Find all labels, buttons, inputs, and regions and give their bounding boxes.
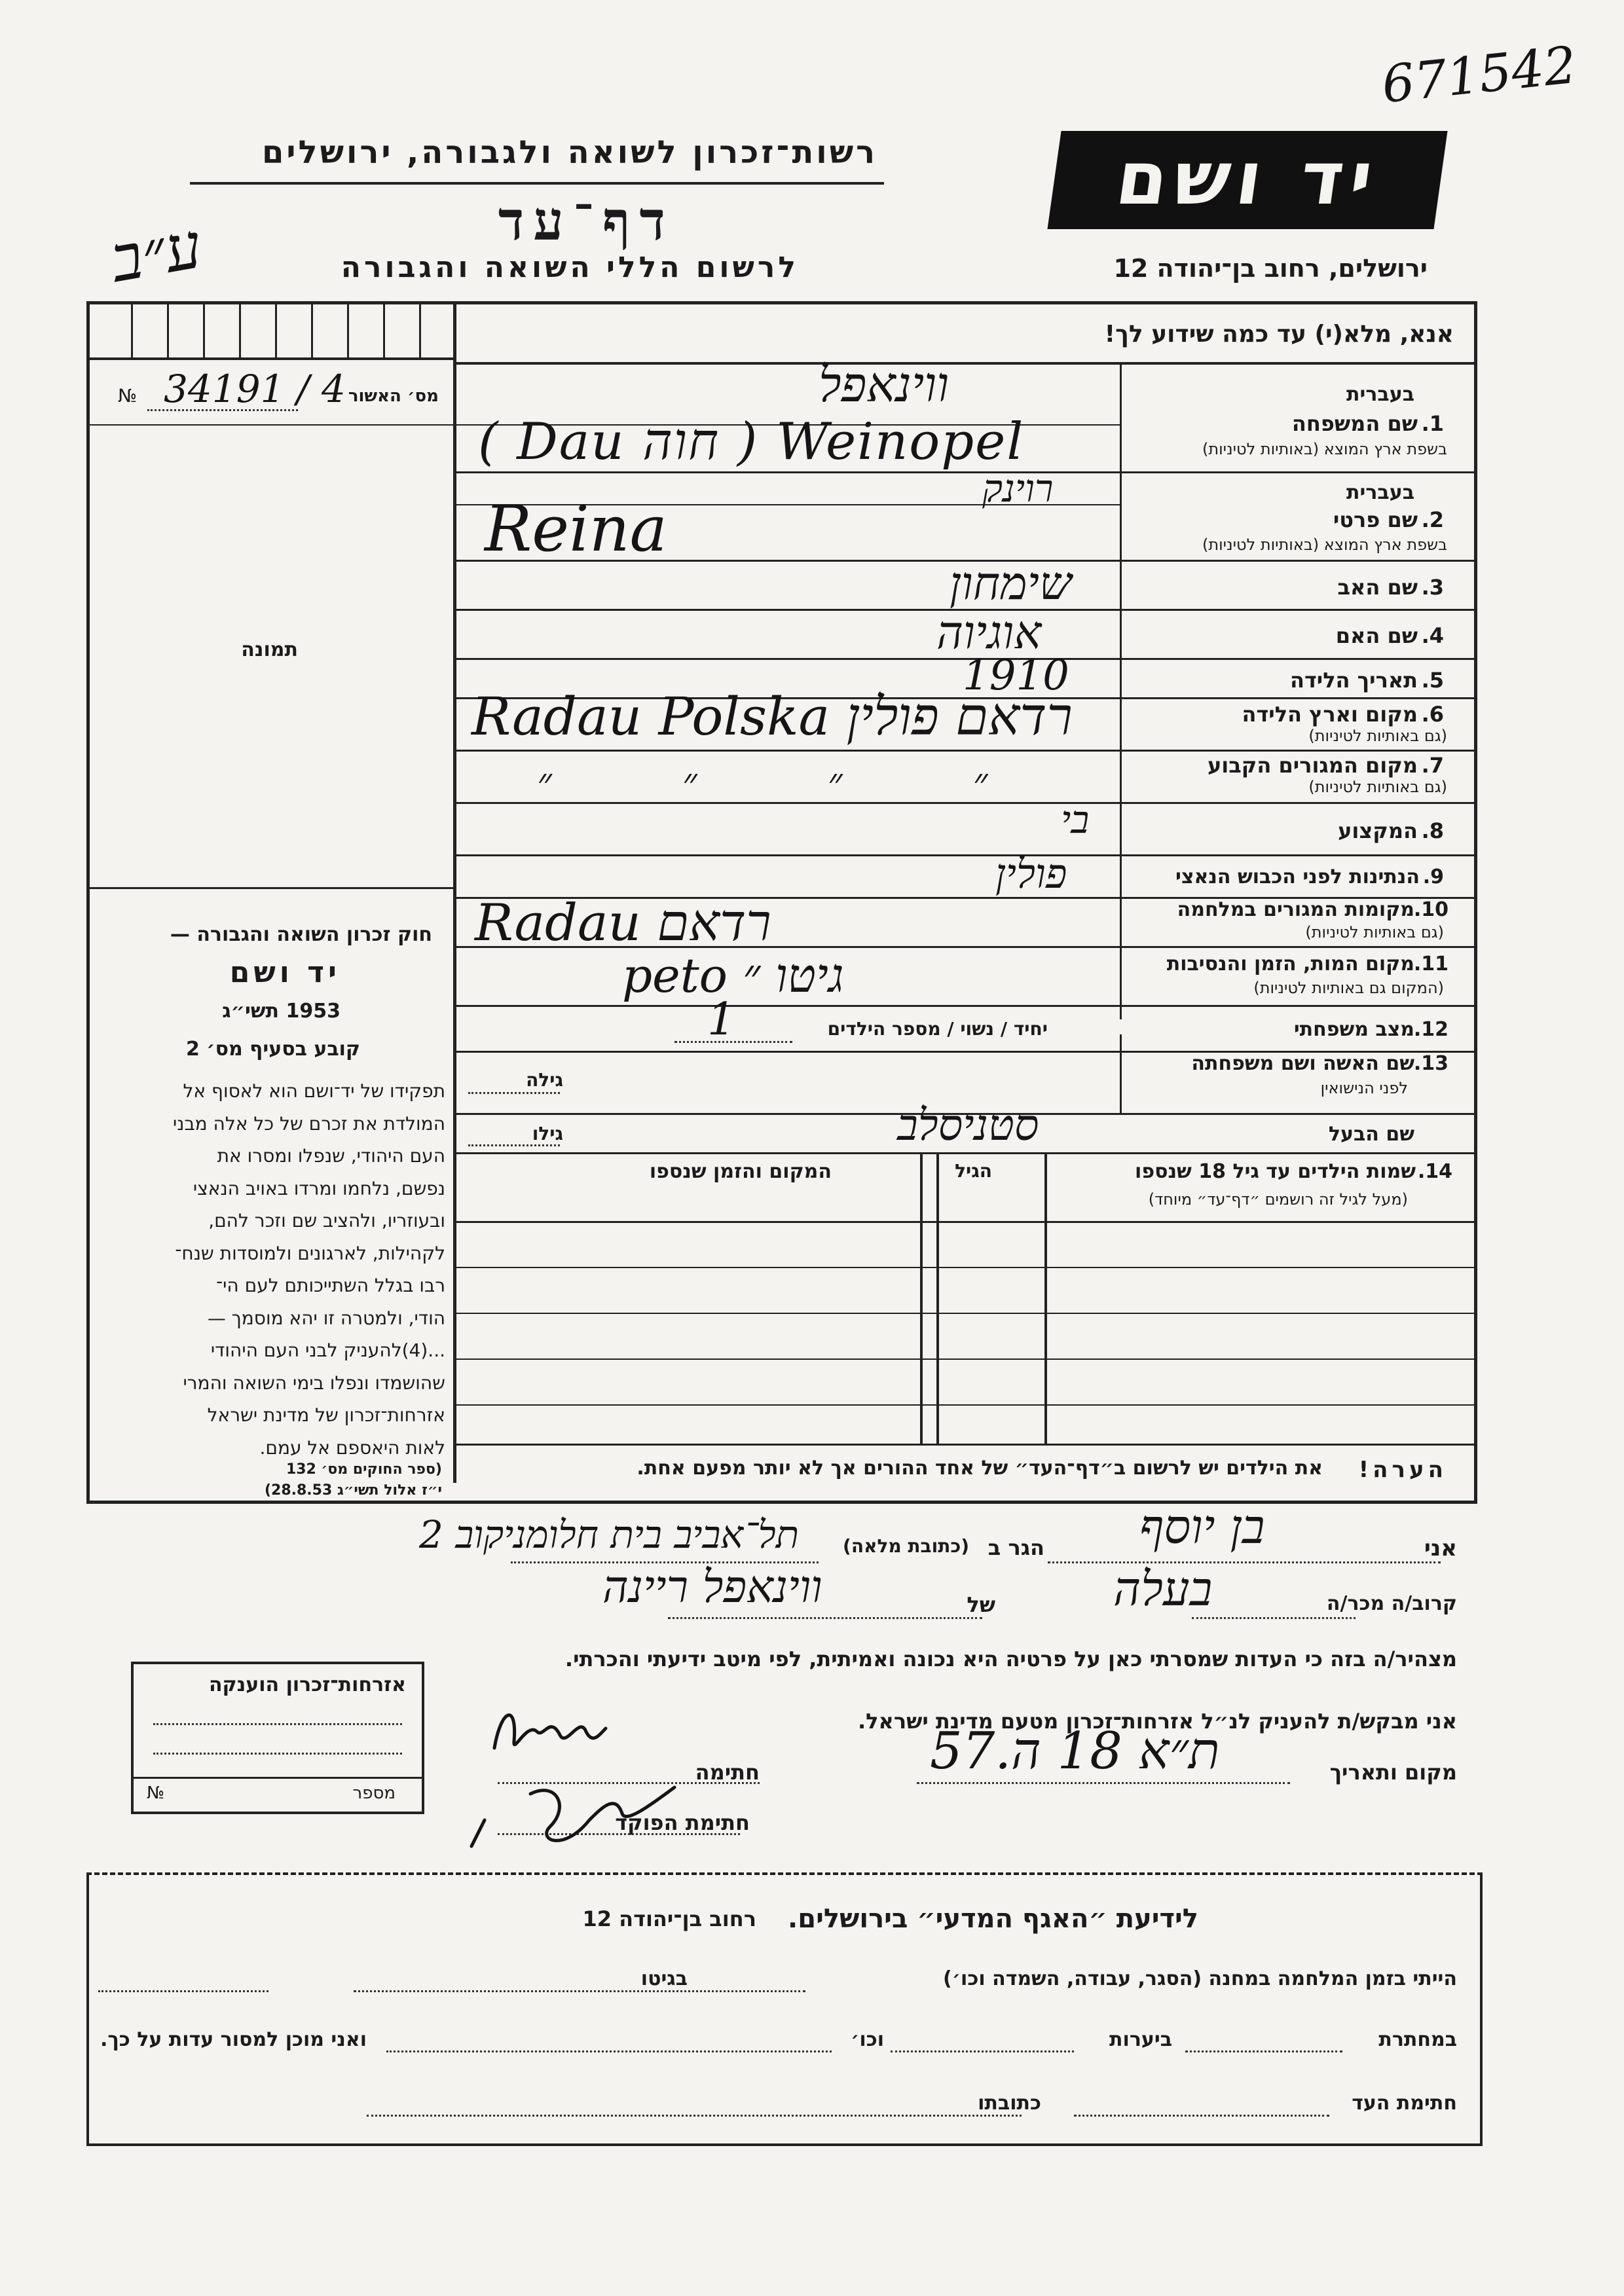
row-rule bbox=[456, 854, 1477, 856]
declaration-of-hand: ווינאפל ריינה bbox=[602, 1561, 822, 1613]
children-row-rule bbox=[456, 1267, 1477, 1268]
tick-2 bbox=[167, 301, 169, 357]
field-9-hand: פולין bbox=[995, 850, 1067, 898]
declaration-resides-label: הגר ב bbox=[987, 1535, 1044, 1560]
top-note-line bbox=[453, 362, 1477, 365]
tick-6 bbox=[311, 301, 313, 357]
official-signature-scrawl bbox=[458, 1768, 694, 1859]
footer-line2-dots-b bbox=[891, 2050, 1074, 2052]
law-title: חוק זכרון השואה והגבורה — bbox=[170, 923, 432, 946]
field-2-num: 2. bbox=[1421, 507, 1444, 532]
declaration-address-hand: תל־אביב בית חלומניקוב 2 bbox=[419, 1512, 799, 1557]
husband-label: שם הבעל bbox=[1328, 1123, 1414, 1146]
children-row-rule bbox=[456, 1404, 1477, 1406]
husband-hand: סטניסלב bbox=[897, 1100, 1039, 1150]
footer-line1-dots-2 bbox=[98, 1990, 268, 1992]
row-rule bbox=[456, 750, 1477, 752]
field-7-label: מקום המגורים הקבוע bbox=[1207, 753, 1418, 778]
tick-3 bbox=[203, 301, 205, 357]
law-line: ובעוזריו, ולהציב שם וזכר להם, bbox=[208, 1210, 445, 1231]
row-rule bbox=[456, 1152, 1477, 1154]
field-1-hebrew-tag: בעברית bbox=[1346, 383, 1414, 406]
children-age-header: הגיל bbox=[955, 1160, 992, 1182]
footer-box bbox=[86, 1872, 1483, 2146]
field-13-label: שם האשה ושם משפחתה bbox=[1191, 1052, 1414, 1075]
official-signature-label: חתימת הפוקד bbox=[615, 1810, 750, 1835]
footer-line2-b: ביערות bbox=[1109, 2028, 1172, 2051]
field-11-label: מקום המות, הזמן והנסיבות bbox=[1166, 953, 1414, 975]
law-line: ...(4)להעניק לבני העם היהודי bbox=[210, 1339, 445, 1361]
field-1-latin-hand: ( Dau חוה ) Weinopel bbox=[478, 412, 1025, 471]
field-7-num: 7. bbox=[1421, 753, 1444, 778]
footer-line3-dots-b bbox=[367, 2115, 1022, 2117]
husband-age-dots bbox=[468, 1144, 560, 1146]
signature-scrawl bbox=[488, 1696, 612, 1768]
place-date-hand: ת״א 18 ה.57 bbox=[930, 1722, 1220, 1781]
field-2-note: בשפת ארץ המוצא (באותיות לטיניות) bbox=[1202, 536, 1447, 554]
children-row-rule bbox=[456, 1358, 1477, 1360]
children-place-header: המקום והזמן שנספו bbox=[649, 1160, 832, 1183]
page-subtitle: לרשום הללי השואה והגבורה bbox=[341, 251, 799, 284]
law-ref-2: י״ז אלול תשי״ג 28.8.53) bbox=[264, 1482, 442, 1499]
field-11-note: (המקום גם באותיות לטיניות) bbox=[1253, 979, 1444, 997]
field-8-hand: בי bbox=[1061, 797, 1090, 842]
place-date-dots bbox=[917, 1782, 1290, 1784]
law-body bbox=[79, 1075, 445, 1464]
law-section: קובע בסעיף מס׳ 2 bbox=[185, 1038, 360, 1061]
place-date-label: מקום ותאריך bbox=[1329, 1760, 1457, 1785]
field-1-num: 1. bbox=[1421, 411, 1444, 436]
field-8-num: 8. bbox=[1421, 818, 1444, 843]
field-9-label: הנתינות לפני הכבוש הנאצי bbox=[1175, 866, 1420, 888]
footer-line2-end: ואני מוכן למסור עדות על כך. bbox=[100, 2028, 367, 2051]
approval-no-value: 34191 / 4 bbox=[164, 367, 346, 411]
field-1-hebrew-hand: ווינאפל bbox=[819, 357, 950, 413]
declaration-relative-label: קרוב/ה מכר/ה bbox=[1326, 1592, 1457, 1615]
field-5-hand: 1910 bbox=[963, 651, 1069, 700]
approval-line bbox=[86, 424, 453, 426]
frame-bottom bbox=[86, 1501, 1477, 1504]
field-13-age-label: גילה bbox=[526, 1069, 563, 1091]
declaration-of-label: של bbox=[967, 1592, 995, 1617]
field-12-label: מצב משפחתי bbox=[1293, 1018, 1414, 1041]
field-13-note: לפני הנישואין bbox=[1320, 1079, 1408, 1097]
citizenship-box-title: אזרחות־זכרון הוענקה bbox=[208, 1673, 406, 1696]
declaration-i-label: אני bbox=[1424, 1535, 1457, 1561]
declaration-request: אני מבקש/ת להעניק לנ״ל אזרחות־זכרון מטעם מדינת ישראל. bbox=[858, 1709, 1457, 1734]
yad-vashem-logo bbox=[1047, 131, 1447, 229]
field-4-hand: אוגיוה bbox=[936, 606, 1042, 659]
field-2-hebrew-tag: בעברית bbox=[1346, 481, 1414, 504]
top-instruction: אנא, מלא(י) עד כמה שידוע לך! bbox=[1104, 321, 1454, 348]
tick-8 bbox=[383, 301, 385, 357]
children-header-rule bbox=[456, 1221, 1477, 1223]
declaration-address-note: (כתובת מלאה) bbox=[843, 1535, 969, 1557]
law-line: המולדת את זכרם של כל אלה מבני bbox=[172, 1112, 445, 1135]
law-name: יד ושם bbox=[229, 956, 341, 989]
field-6-label: מקום וארץ הלידה bbox=[1242, 702, 1418, 727]
authority-underline bbox=[190, 182, 884, 185]
footer-line2-dots-a bbox=[1185, 2050, 1342, 2052]
field-6-num: 6. bbox=[1421, 702, 1444, 727]
citizenship-box bbox=[131, 1662, 424, 1814]
declaration-of-dots bbox=[668, 1617, 982, 1619]
footer-line2-dots-c bbox=[386, 2050, 832, 2052]
field-2-latin-hand: Reina bbox=[485, 492, 667, 566]
field-5-label: תאריך הלידה bbox=[1289, 668, 1418, 693]
row-rule bbox=[456, 471, 1477, 473]
footer-line1-dots bbox=[354, 1990, 805, 1992]
children-col-divider-3 bbox=[920, 1152, 923, 1444]
field-9-num: 9. bbox=[1422, 866, 1444, 888]
citizenship-no-mark: № bbox=[147, 1783, 165, 1803]
label-column-divider bbox=[1120, 365, 1122, 1019]
field-13-age-dots bbox=[468, 1092, 560, 1094]
page-title: דף־עד bbox=[498, 190, 674, 253]
margin-marks: ע״ב bbox=[105, 208, 207, 297]
signature-label: חתימה bbox=[695, 1760, 760, 1785]
law-line: נפשם, נלחמו ומרדו באויב הנאצי bbox=[193, 1177, 445, 1199]
header-address: ירושלים, רחוב בן־יהודה 12 bbox=[1113, 254, 1428, 283]
law-line: רבו בגלל השתייכותם לעם הי־ bbox=[216, 1275, 445, 1296]
field-3-num: 3. bbox=[1421, 575, 1444, 600]
frame-right bbox=[1474, 301, 1477, 1504]
left-panel-divider bbox=[453, 301, 456, 1483]
field-6-note: (גם באותיות לטיניות) bbox=[1308, 727, 1447, 745]
declaration-statement: מצהיר/ה בזה כי העדות שמסרתי כאן על פרטיה היא נכונה ואמיתית, לפי מיטב ידיעתי והכרתי. bbox=[564, 1647, 1457, 1671]
children-num: 14. bbox=[1417, 1160, 1452, 1183]
declaration-relative-dots bbox=[1192, 1617, 1356, 1619]
approval-label: מס׳ האשור bbox=[348, 386, 439, 406]
field-10-note: (גם באותיות לטיניות) bbox=[1305, 923, 1444, 941]
field-2-label: שם פרטי bbox=[1333, 507, 1418, 532]
footer-line2-a: במחתרת bbox=[1378, 2028, 1457, 2051]
field-12-options: יחיד / נשוי / מספר הילדים bbox=[827, 1018, 1048, 1040]
footer-line2-c: וכו׳ bbox=[851, 2028, 884, 2051]
field-10-hand: Radau רדאם bbox=[475, 894, 771, 953]
authority-line: רשות־זכרון לשואה ולגבורה, ירושלים bbox=[261, 134, 877, 171]
remark-label: הערה! bbox=[1358, 1457, 1447, 1483]
law-line: תפקידו של יד־ושם הוא לאסוף אל bbox=[183, 1080, 445, 1102]
tick-5 bbox=[275, 301, 277, 357]
law-year: 1953 תשי״ג bbox=[222, 1000, 341, 1023]
declaration-relation-hand: בעלה bbox=[1113, 1561, 1213, 1616]
remark-text: את הילדים יש לרשום ב״דף־העד״ של אחד ההורים אך לא יותר מפעם אחת. bbox=[637, 1457, 1323, 1480]
law-line: לקהילות, לארגונים ולמוסדות שנח־ bbox=[175, 1242, 445, 1264]
field-11-hand: peto גיטו ״ bbox=[622, 948, 844, 1003]
approval-no-mark: № bbox=[118, 385, 138, 407]
children-bottom-rule bbox=[456, 1444, 1477, 1446]
left-ticks-line bbox=[86, 357, 453, 360]
field-12-num: 12. bbox=[1413, 1018, 1449, 1041]
field-7-note: (גם באותיות לטיניות) bbox=[1308, 778, 1447, 796]
footer-address: רחוב בן־יהודה 12 bbox=[582, 1906, 756, 1931]
tick-4 bbox=[239, 301, 241, 357]
field-8-label: המקצוע bbox=[1338, 818, 1418, 843]
field-12-hand: 1 bbox=[707, 994, 736, 1046]
row-rule bbox=[456, 1005, 1477, 1007]
field-11-num: 11. bbox=[1413, 953, 1449, 975]
field-13-num: 13. bbox=[1413, 1052, 1449, 1075]
tick-1 bbox=[131, 301, 133, 357]
field-2-hebrew-hand: רוינק bbox=[982, 466, 1054, 511]
stamp-number: 671542 bbox=[1379, 35, 1579, 115]
logo-text: יד ושם bbox=[1111, 136, 1384, 221]
children-row-rule bbox=[456, 1313, 1477, 1314]
field-1-note: בשפת ארץ המוצא (באותיות לטיניות) bbox=[1202, 440, 1447, 458]
field-3-hand: שימחון bbox=[950, 556, 1072, 610]
footer-line1-end: בגיטו bbox=[640, 1967, 688, 1990]
children-col-divider-1 bbox=[1044, 1152, 1047, 1444]
law-top-rule bbox=[86, 887, 453, 889]
approval-dots bbox=[147, 409, 298, 411]
law-ref-1: (ספר החוקים מס׳ 132 bbox=[286, 1461, 442, 1478]
field-6-hand: Radau Polska רדאם פולין bbox=[471, 686, 1073, 747]
tick-7 bbox=[347, 301, 349, 357]
field-7-hand: ״ ״ ״ ״ bbox=[537, 759, 1047, 805]
field-10-num: 10. bbox=[1413, 898, 1449, 921]
field-4-num: 4. bbox=[1421, 623, 1444, 648]
law-line: הודי, ולמטרה זו יהא מוסמך — bbox=[207, 1307, 445, 1329]
footer-line3-b: כתובתו bbox=[978, 2092, 1041, 2115]
husband-age-label: גילו bbox=[532, 1123, 563, 1144]
field-10-label: מקומות המגורים במלחמה bbox=[1177, 898, 1414, 921]
field-3-label: שם האב bbox=[1337, 575, 1418, 600]
footer-line3-a: חתימת העד bbox=[1352, 2092, 1457, 2115]
footer-line3-dots-a bbox=[1074, 2115, 1329, 2117]
tick-9 bbox=[419, 301, 421, 357]
citizenship-no-label: מספר bbox=[352, 1783, 396, 1803]
children-note: (מעל לגיל זה רושמים ״דף־עד״ מיוחד) bbox=[1148, 1190, 1408, 1209]
frame-top bbox=[86, 301, 1477, 304]
field-5-num: 5. bbox=[1421, 668, 1444, 693]
children-label: שמות הילדים עד גיל 18 שנספו bbox=[1135, 1160, 1416, 1183]
law-line: שהושמדו ונפלו בימי השואה והמרי bbox=[183, 1372, 445, 1394]
declaration-i-hand: בן יוסף bbox=[1139, 1499, 1265, 1554]
children-col-divider-2 bbox=[936, 1152, 939, 1444]
field-1-label: שם המשפחה bbox=[1291, 411, 1418, 436]
law-line: העם היהודי, שנפלו ומסרו את bbox=[217, 1145, 445, 1167]
label-column-divider-2 bbox=[1120, 1034, 1122, 1113]
footer-line1-start: הייתי בזמן המלחמה במחנה (הסגר, עבודה, השמדה וכו׳) bbox=[943, 1967, 1457, 1990]
field-4-label: שם האם bbox=[1335, 623, 1418, 648]
footer-title: לידיעת ״האגף המדעי״ בירושלים. bbox=[788, 1904, 1198, 1934]
law-line: אזרחות־זכרון של מדינת ישראל bbox=[207, 1404, 445, 1426]
law-line: לאות היאספם אל עמם. bbox=[259, 1436, 445, 1459]
photo-label: תמונה bbox=[241, 638, 298, 661]
declaration-i-dots bbox=[1048, 1561, 1441, 1563]
